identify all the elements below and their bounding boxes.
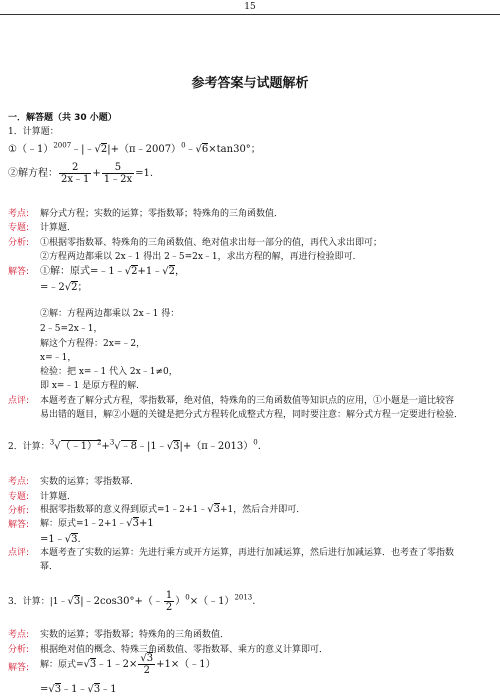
q1-fenxi-label: 分析: xyxy=(8,238,30,248)
q1-dianping-label: 点评: xyxy=(8,396,30,406)
q1-solution-line8: 即 x=﹣1 是原方程的解． xyxy=(40,381,146,391)
q2-fenxi-label: 分析: xyxy=(8,506,30,516)
q3-kaodian-label: 考点: xyxy=(8,630,30,640)
q1-fenxi-line1: ①根据零指数幂、特殊角的三角函数值、绝对值求出每一部分的值，再代入求出即可； xyxy=(40,238,383,248)
q1-heading: 1．计算题： xyxy=(8,127,59,137)
q2-fenxi: 根据零指数幂的意义得到原式=1﹣2+1﹣√3+1，然后合并即可． xyxy=(40,504,306,515)
q3-kaodian: 实数的运算；零指数幂；特殊角的三角函数值． xyxy=(40,630,230,640)
q1-solution-line5: 解这个方程得：2x=﹣2， xyxy=(40,339,146,349)
q3-solution-line1: 解：原式=√3﹣1﹣2× $\frac{√3}{2}$ +1×（﹣1） xyxy=(40,653,216,676)
header-rule xyxy=(0,14,500,15)
q1-jieda-label: 解答: xyxy=(8,267,30,277)
q3-expression: 3．计算：|1﹣√3|﹣2cos30°+（﹣ $\frac{1}{2}$ ）$^0$×（﹣1）$^{2013}$. xyxy=(8,590,256,613)
q1-part2-equation: ②解方程： $\frac{2}{2x﹣1}$ + $\frac{5}{1﹣2x}$ =1. xyxy=(8,162,154,185)
q1-solution-line7: 检验：把 x=﹣1 代入 2x﹣1≠0， xyxy=(40,367,178,377)
q2-kaodian: 实数的运算；零指数幂． xyxy=(40,477,140,487)
q1-solution-line6: x=﹣1， xyxy=(40,353,77,363)
q2-solution-line2: =1﹣√3. xyxy=(40,534,81,545)
q2-dianping-line2: 幂． xyxy=(40,562,59,572)
q1-kaodian-label: 考点: xyxy=(8,209,30,219)
q1-dianping-line1: 本题考查了解分式方程，零指数幂，绝对值，特殊角的三角函数值等知识点的应用，①小题是一道比较容 xyxy=(40,396,455,406)
q1-zhuanti: 计算题． xyxy=(40,223,77,233)
q2-kaodian-label: 考点: xyxy=(8,477,30,487)
q1-dianping-line2: 易出错的题目，解②小题的关键是把分式方程转化成整式方程，同时要注意：解分式方程一定要进行检验． xyxy=(40,410,464,420)
q1-solution-line3: ②解：方程两边都乘以 2x﹣1 得： xyxy=(40,309,180,319)
q2-zhuanti-label: 专题: xyxy=(8,492,30,502)
q1-solution-line2: =﹣2√2； xyxy=(40,282,88,293)
q1-solution-line4: 2﹣5=2x﹣1， xyxy=(40,324,103,334)
q1-kaodian: 解分式方程；实数的运算；零指数幂；特殊角的三角函数值． xyxy=(40,209,284,219)
section-heading: 一．解答题（共 30 小题） xyxy=(8,113,117,123)
q3-solution-line2: =√3﹣1﹣√3﹣1 xyxy=(40,684,117,695)
q2-zhuanti: 计算题． xyxy=(40,492,77,502)
q1-part1-expression: ①（﹣1）$^{2007}$﹣|﹣√2|+（π﹣2007）$^0$﹣√6×tan30°； xyxy=(8,141,261,155)
q1-solution-line1: ①解：原式=﹣1﹣√2+1﹣√2， xyxy=(40,266,185,277)
q2-expression: 2．计算：$^3$√（﹣1）$^2$+$^3$√﹣8﹣|1﹣√3|+（π﹣2013）$^0$. xyxy=(8,438,261,452)
q1-fenxi-line2: ②方程两边都乘以 2x﹣1 得出 2﹣5=2x﹣1，求出方程的解，再进行检验即可． xyxy=(40,252,362,262)
q2-dianping-line1: 本题考查了实数的运算：先进行乘方或开方运算，再进行加减运算，然后进行加减运算．也考查了零指数 xyxy=(40,548,455,558)
q3-jieda-label: 解答: xyxy=(8,663,30,673)
page-number: 15 xyxy=(244,2,256,12)
q2-jieda-label: 解答: xyxy=(8,520,30,530)
q2-dianping-label: 点评: xyxy=(8,548,30,558)
q1-zhuanti-label: 专题: xyxy=(8,223,30,233)
page-title: 参考答案与试题解析 xyxy=(191,76,309,91)
q2-solution-line1: 解：原式=1﹣2+1﹣√3+1 xyxy=(40,518,154,529)
q3-fenxi: 根据绝对值的概念、特殊三角函数值、零指数幂、乘方的意义计算即可． xyxy=(40,645,329,655)
q3-fenxi-label: 分析: xyxy=(8,645,30,655)
